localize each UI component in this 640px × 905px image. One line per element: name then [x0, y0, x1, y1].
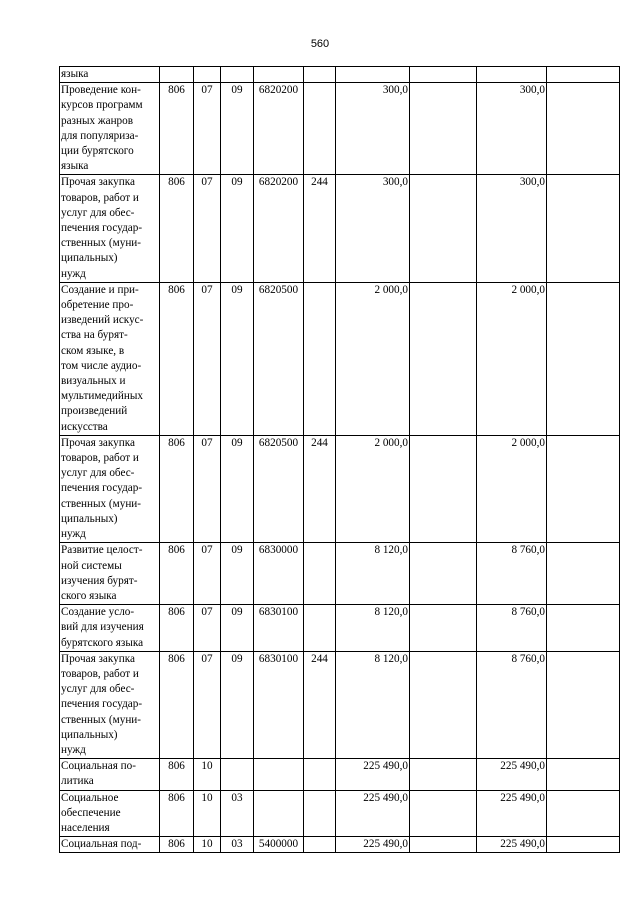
- amount-year-2: 8 760,0: [477, 605, 547, 652]
- item-name: Создание усло- вий для изучения бурятского языка: [60, 605, 160, 652]
- amount-year-1: 2 000,0: [336, 282, 410, 435]
- amount-year-2: 2 000,0: [477, 282, 547, 435]
- amount-year-1: 300,0: [336, 83, 410, 175]
- item-name: Прочая закупка товаров, работ и услуг для обес- печения государ- ственных (муни- ципальных) нужд: [60, 175, 160, 282]
- page-number: 560: [310, 38, 330, 50]
- ministry-code: 806: [160, 435, 194, 542]
- subsection-code: 09: [221, 435, 254, 542]
- subsection-code: 09: [221, 282, 254, 435]
- ministry-code: 806: [160, 175, 194, 282]
- amount-year-2: 8 760,0: [477, 543, 547, 605]
- empty-cell: [547, 435, 620, 542]
- ministry-code: 806: [160, 759, 194, 790]
- amount-year-2: 300,0: [477, 83, 547, 175]
- amount-year-2: 225 490,0: [477, 759, 547, 790]
- table-row: [60, 83, 620, 175]
- empty-cell: [410, 543, 477, 605]
- expense-type-code: [304, 83, 336, 175]
- item-name: Социальное обеспечение населения: [60, 790, 160, 837]
- empty-cell: [410, 651, 477, 758]
- amount-year-1: 225 490,0: [336, 759, 410, 790]
- subsection-code: 09: [221, 605, 254, 652]
- item-name: Развитие целост- ной системы изучения бурят- ского языка: [60, 543, 160, 605]
- section-code: 07: [194, 282, 221, 435]
- ministry-code: 806: [160, 282, 194, 435]
- section-code: 07: [194, 175, 221, 282]
- empty-cell: [410, 175, 477, 282]
- empty-cell: [410, 435, 477, 542]
- empty-cell: [547, 651, 620, 758]
- item-name: Прочая закупка товаров, работ и услуг для обес- печения государ- ственных (муни- ципальных) нужд: [60, 651, 160, 758]
- subsection-code: 03: [221, 837, 254, 853]
- empty-cell: [410, 282, 477, 435]
- table-row: [60, 175, 620, 282]
- target-article-code: [254, 759, 304, 790]
- amount-year-1: [336, 67, 410, 83]
- expense-type-code: [304, 759, 336, 790]
- subsection-code: 09: [221, 175, 254, 282]
- budget-table: [59, 66, 620, 853]
- expense-type-code: [304, 67, 336, 83]
- empty-cell: [410, 83, 477, 175]
- empty-cell: [547, 790, 620, 837]
- amount-year-2: 225 490,0: [477, 790, 547, 837]
- expense-type-code: [304, 837, 336, 853]
- section-code: 07: [194, 83, 221, 175]
- table-row: [60, 651, 620, 758]
- subsection-code: 09: [221, 543, 254, 605]
- subsection-code: 09: [221, 651, 254, 758]
- empty-cell: [410, 790, 477, 837]
- amount-year-2: 2 000,0: [477, 435, 547, 542]
- amount-year-1: 8 120,0: [336, 543, 410, 605]
- section-code: 07: [194, 435, 221, 542]
- expense-type-code: [304, 605, 336, 652]
- target-article-code: 6820200: [254, 83, 304, 175]
- amount-year-1: 225 490,0: [336, 837, 410, 853]
- section-code: 07: [194, 543, 221, 605]
- section-code: 10: [194, 837, 221, 853]
- expense-type-code: 244: [304, 651, 336, 758]
- subsection-code: 09: [221, 83, 254, 175]
- empty-cell: [547, 605, 620, 652]
- amount-year-1: 8 120,0: [336, 651, 410, 758]
- amount-year-1: 8 120,0: [336, 605, 410, 652]
- ministry-code: 806: [160, 790, 194, 837]
- target-article-code: 6820500: [254, 435, 304, 542]
- target-article-code: [254, 67, 304, 83]
- ministry-code: 806: [160, 651, 194, 758]
- empty-cell: [410, 759, 477, 790]
- ministry-code: 806: [160, 837, 194, 853]
- target-article-code: 6830100: [254, 651, 304, 758]
- section-code: 07: [194, 651, 221, 758]
- item-name: Социальная по- литика: [60, 759, 160, 790]
- empty-cell: [547, 282, 620, 435]
- target-article-code: 6830000: [254, 543, 304, 605]
- target-article-code: 5400000: [254, 837, 304, 853]
- empty-cell: [547, 543, 620, 605]
- table-row: [60, 543, 620, 605]
- item-name: Создание и при- обретение про- изведений искус- ства на бурят- ском языке, в том числе аудио- визуальных и мультимедийных произведений искусства: [60, 282, 160, 435]
- ministry-code: 806: [160, 543, 194, 605]
- section-code: 10: [194, 790, 221, 837]
- expense-type-code: [304, 282, 336, 435]
- empty-cell: [410, 67, 477, 83]
- ministry-code: [160, 67, 194, 83]
- empty-cell: [410, 605, 477, 652]
- amount-year-2: 225 490,0: [477, 837, 547, 853]
- amount-year-2: 8 760,0: [477, 651, 547, 758]
- item-name: Социальная под-: [60, 837, 160, 853]
- empty-cell: [547, 83, 620, 175]
- item-name: языка: [60, 67, 160, 83]
- table-row: [60, 790, 620, 837]
- empty-cell: [547, 837, 620, 853]
- amount-year-2: [477, 67, 547, 83]
- amount-year-1: 225 490,0: [336, 790, 410, 837]
- target-article-code: [254, 790, 304, 837]
- expense-type-code: 244: [304, 175, 336, 282]
- empty-cell: [410, 837, 477, 853]
- section-code: 07: [194, 605, 221, 652]
- empty-cell: [547, 759, 620, 790]
- table-row: [60, 435, 620, 542]
- table-row: [60, 837, 620, 853]
- ministry-code: 806: [160, 83, 194, 175]
- section-code: [194, 67, 221, 83]
- table-row: [60, 759, 620, 790]
- ministry-code: 806: [160, 605, 194, 652]
- target-article-code: 6820500: [254, 282, 304, 435]
- item-name: Прочая закупка товаров, работ и услуг для обес- печения государ- ственных (муни- ципальных) нужд: [60, 435, 160, 542]
- table-row: [60, 605, 620, 652]
- item-name: Проведение кон- курсов программ разных жанров для популяриза- ции бурятского языка: [60, 83, 160, 175]
- table-row: [60, 282, 620, 435]
- table-row: [60, 67, 620, 83]
- amount-year-1: 300,0: [336, 175, 410, 282]
- empty-cell: [547, 67, 620, 83]
- subsection-code: [221, 67, 254, 83]
- section-code: 10: [194, 759, 221, 790]
- amount-year-2: 300,0: [477, 175, 547, 282]
- expense-type-code: [304, 790, 336, 837]
- empty-cell: [547, 175, 620, 282]
- target-article-code: 6820200: [254, 175, 304, 282]
- target-article-code: 6830100: [254, 605, 304, 652]
- amount-year-1: 2 000,0: [336, 435, 410, 542]
- subsection-code: [221, 759, 254, 790]
- expense-type-code: [304, 543, 336, 605]
- expense-type-code: 244: [304, 435, 336, 542]
- subsection-code: 03: [221, 790, 254, 837]
